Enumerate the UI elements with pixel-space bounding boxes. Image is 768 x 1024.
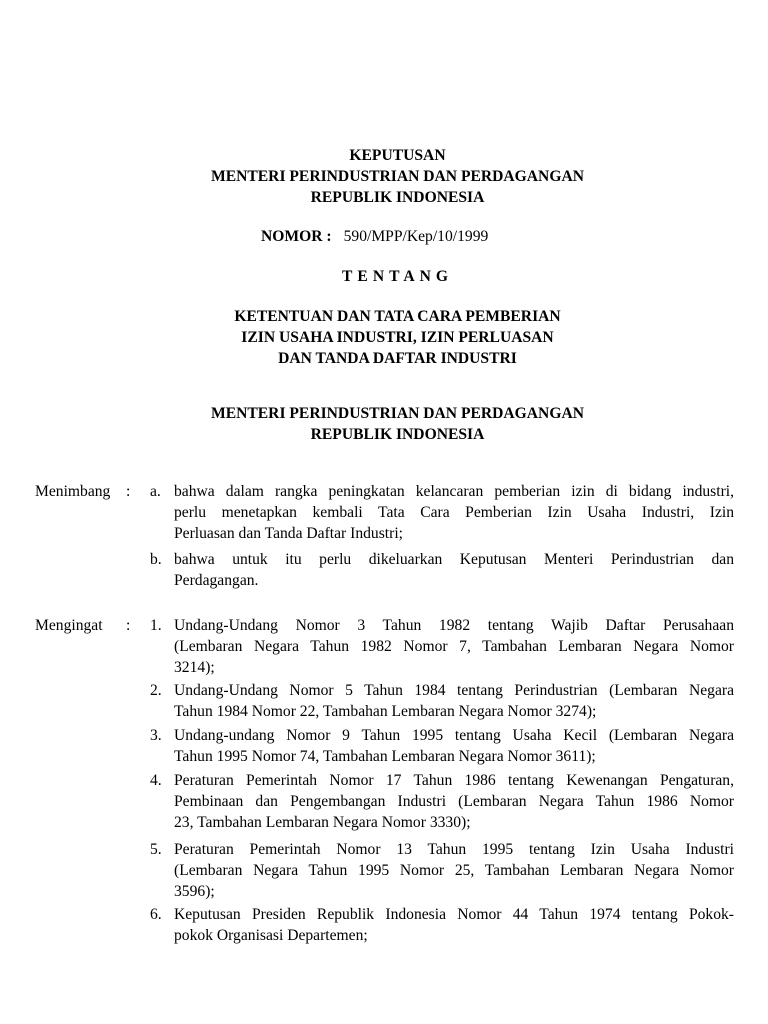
item-text-line: Peraturan Pemerintah Nomor 17 Tahun 1986 tentang Kewenangan Pengaturan, [174, 772, 734, 789]
item-marker: 1. [150, 617, 162, 634]
item-text-line: Peraturan Pemerintah Nomor 13 Tahun 1995 tentang Izin Usaha Industri [174, 841, 734, 858]
item-text-line: Undang-undang Nomor 9 Tahun 1995 tentang Usaha Kecil (Lembaran Negara [174, 727, 734, 744]
item-text-line: Undang-Undang Nomor 3 Tahun 1982 tentang Wajib Daftar Perusahaan [174, 617, 734, 634]
item-text-line: Perluasan dan Tanda Daftar Industri; [174, 525, 403, 542]
subject-line: DAN TANDA DAFTAR INDUSTRI [278, 350, 517, 367]
menimbang-label: Menimbang [35, 483, 111, 500]
decree-number [261, 226, 488, 247]
item-marker: 3. [150, 727, 162, 744]
item-text-line: (Lembaran Negara Tahun 1995 Nomor 25, Tambahan Lembaran Negara Nomor [174, 862, 734, 879]
menimbang-item [150, 481, 734, 544]
item-text-line: Tahun 1984 Nomor 22, Tambahan Lembaran Negara Nomor 3274); [174, 703, 597, 720]
item-text-line: Pembinaan dan Pengembangan Industri (Lembaran Negara Tahun 1986 Nomor [174, 793, 734, 810]
nomor-label: NOMOR : [261, 228, 332, 245]
item-text-line: bahwa dalam rangka peningkatan kelancaran pemberian izin di bidang industri, [174, 483, 734, 500]
subject-line: KETENTUAN DAN TATA CARA PEMBERIAN [234, 308, 561, 325]
document-title [0, 145, 768, 208]
item-text-line: 3214); [174, 659, 215, 676]
authority-line: REPUBLIK INDONESIA [310, 426, 485, 443]
item-text-line: Perdagangan. [174, 572, 259, 589]
mengingat-item [150, 725, 734, 767]
title-line: KEPUTUSAN [349, 147, 446, 164]
menimbang-item [150, 549, 734, 591]
authority-line: MENTERI PERINDUSTRIAN DAN PERDAGANGAN [211, 405, 584, 422]
tentang-heading: TENTANG [342, 268, 453, 285]
item-text-line: pokok Organisasi Departemen; [174, 927, 368, 944]
item-marker: b. [150, 551, 162, 568]
item-text-line: Tahun 1995 Nomor 74, Tambahan Lembaran Negara Nomor 3611); [174, 748, 596, 765]
item-marker: 4. [150, 772, 162, 789]
nomor-value: 590/MPP/Kep/10/1999 [343, 228, 489, 245]
mengingat-item [150, 615, 734, 678]
title-line: REPUBLIK INDONESIA [310, 189, 485, 206]
mengingat-item [150, 904, 734, 946]
title-line: MENTERI PERINDUSTRIAN DAN PERDAGANGAN [211, 168, 584, 185]
item-text-line: perlu menetapkan kembali Tata Cara Pemberian Izin Usaha Industri, Izin [174, 504, 734, 521]
item-marker: a. [150, 483, 161, 500]
item-text-line: bahwa untuk itu perlu dikeluarkan Keputusan Menteri Perindustrian dan [174, 551, 734, 568]
mengingat-label: Mengingat [35, 617, 103, 634]
item-text-line: (Lembaran Negara Tahun 1982 Nomor 7, Tambahan Lembaran Negara Nomor [174, 638, 734, 655]
item-marker: 2. [150, 682, 162, 699]
item-marker: 5. [150, 841, 162, 858]
mengingat-item [150, 770, 734, 833]
item-text-line: Keputusan Presiden Republik Indonesia Nomor 44 Tahun 1974 tentang Pokok- [174, 906, 734, 923]
menimbang-colon: : [126, 483, 131, 500]
mengingat-item [150, 680, 734, 722]
decree-subject [0, 306, 768, 369]
item-text-line: Undang-Undang Nomor 5 Tahun 1984 tentang Perindustrian (Lembaran Negara [174, 682, 734, 699]
mengingat-colon: : [126, 617, 131, 634]
mengingat-item [150, 839, 734, 902]
item-text-line: 3596); [174, 883, 215, 900]
authority-heading [0, 403, 768, 445]
item-marker: 6. [150, 906, 162, 923]
subject-line: IZIN USAHA INDUSTRI, IZIN PERLUASAN [241, 329, 554, 346]
item-text-line: 23, Tambahan Lembaran Negara Nomor 3330); [174, 814, 471, 831]
